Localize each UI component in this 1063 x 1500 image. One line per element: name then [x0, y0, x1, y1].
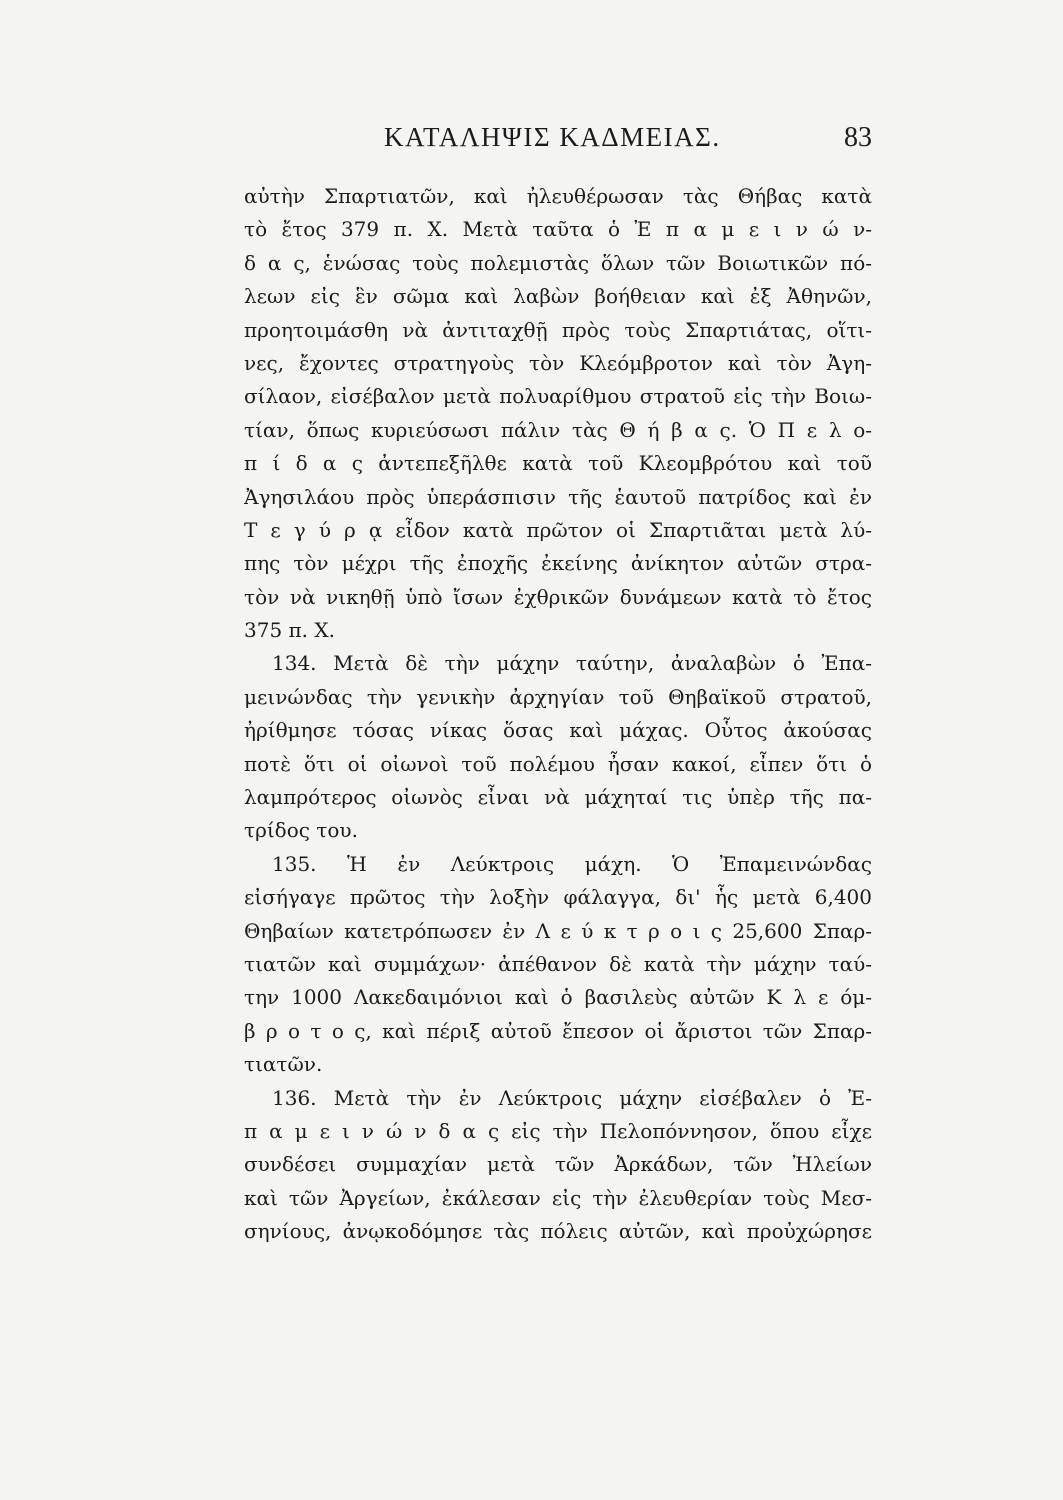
text-line: ποτὲ ὅτι οἱ οἰωνοὶ τοῦ πολέμου ἦσαν κακοί, εἶπεν ὅτι ὁ — [244, 751, 872, 776]
text-line: τρίδος του. — [244, 818, 358, 843]
text-line: ἠρίθμησε τόσας νίκας ὅσας καὶ μάχας. Οὗτος ἀκούσας — [244, 718, 872, 743]
text-line: πης τὸν μέχρι τῆς ἐποχῆς ἐκείνης ἀνίκητον αὐτῶν στρα- — [244, 551, 872, 576]
text-line: 375 π. Χ. — [244, 618, 335, 643]
paragraph-136-start: 136. Μετὰ τὴν ἐν Λεύκτροις μάχην εἰσέβαλεν ὁ Ἐ- — [272, 1085, 872, 1110]
text-line: σηνίους, ἀνῳκοδόμησε τὰς πόλεις αὐτῶν, καὶ προὐχώρησε — [244, 1219, 872, 1244]
text-line: καὶ τῶν Ἀργείων, ἐκάλεσαν εἰς τὴν ἐλευθερίαν τοὺς Μεσ- — [244, 1185, 872, 1210]
text-line: τιατῶν καὶ συμμάχων· ἀπέθανον δὲ κατὰ τὴν μάχην ταύ- — [244, 951, 872, 976]
paragraph-134-start: 134. Μετὰ δὲ τὴν μάχην ταύτην, ἀναλαβὼν ὁ Ἐπα- — [272, 651, 872, 676]
text-line: εἰσήγαγε πρῶτος τὴν λοξὴν φάλαγγα, δι' ἧς μετὰ 6,400 — [244, 885, 872, 910]
text-line: λαμπρότερος οἰωνὸς εἶναι νὰ μάχηταί τις ὑπὲρ τῆς πα- — [244, 785, 872, 810]
text-line: τίαν, ὅπως κυριεύσωσι πάλιν τὰς Θ ή β α ς. Ὁ Π ε λ ο- — [244, 417, 872, 442]
text-line: λεων εἰς ἓν σῶμα καὶ λαβὼν βοήθειαν καὶ ἐξ Ἀθηνῶν, — [244, 284, 872, 309]
body-text — [244, 180, 872, 1249]
text-line: σίλαον, εἰσέβαλον μετὰ πολυαρίθμου στρατοῦ εἰς τὴν Βοιω- — [244, 384, 872, 409]
text-line: Θηβαίων κατετρόπωσεν ἐν Λ ε ύ κ τ ρ ο ι ς 25,600 Σπαρ- — [244, 918, 872, 943]
page-number: 83 — [844, 122, 872, 153]
text-line: προητοιμάσθη νὰ ἀντιταχθῇ πρὸς τοὺς Σπαρτιάτας, οἵτι- — [244, 317, 872, 342]
text-line: τιατῶν. — [244, 1052, 323, 1077]
page-header — [244, 122, 872, 162]
text-line: μεινώνδας τὴν γενικὴν ἀρχηγίαν τοῦ Θηβαϊκοῦ στρατοῦ, — [244, 684, 872, 709]
text-line: τὸ ἔτος 379 π. Χ. Μετὰ ταῦτα ὁ Ἐ π α μ ε ι ν ώ ν- — [244, 217, 872, 242]
text-line: αὐτὴν Σπαρτιατῶν, καὶ ἠλευθέρωσαν τὰς Θήβας κατὰ — [244, 184, 872, 208]
text-line: π α μ ε ι ν ώ ν δ α ς εἰς τὴν Πελοπόννησον, ὅπου εἶχε — [244, 1118, 872, 1143]
text-line: π ί δ α ς ἀντεπεξῆλθε κατὰ τοῦ Κλεομβρότου καὶ τοῦ — [244, 451, 872, 476]
text-line: την 1000 Λακεδαιμόνιοι καὶ ὁ βασιλεὺς αὐτῶν Κ λ ε όμ- — [244, 985, 872, 1010]
text-line: Τ ε γ ύ ρ ᾳ εἶδον κατὰ πρῶτον οἱ Σπαρτιᾶται μετὰ λύ- — [244, 517, 872, 542]
text-line: β ρ ο τ ο ς, καὶ πέριξ αὐτοῦ ἔπεσον οἱ ἄριστοι τῶν Σπαρ- — [244, 1018, 872, 1043]
text-line: τὸν νὰ νικηθῇ ὑπὸ ἴσων ἐχθρικῶν δυνάμεων κατὰ τὸ ἔτος — [244, 584, 872, 609]
text-line: νες, ἔχοντες στρατηγοὺς τὸν Κλεόμβροτον καὶ τὸν Ἀγη- — [244, 350, 872, 375]
paragraph-135-start: 135. Ἡ ἐν Λεύκτροις μάχη. Ὁ Ἐπαμεινώνδας — [272, 851, 872, 876]
text-line: συνδέσει συμμαχίαν μετὰ τῶν Ἀρκάδων, τῶν Ἠλείων — [244, 1152, 872, 1177]
running-title: ΚΑΤΑΛΗΨΙΣ ΚΑΔΜΕΙΑΣ. — [384, 122, 721, 152]
text-line: δ α ς, ἑνώσας τοὺς πολεμιστὰς ὅλων τῶν Βοιωτικῶν πό- — [244, 250, 872, 275]
text-line: Ἀγησιλάου πρὸς ὑπεράσπισιν τῆς ἑαυτοῦ πατρίδος καὶ ἐν — [244, 484, 872, 509]
